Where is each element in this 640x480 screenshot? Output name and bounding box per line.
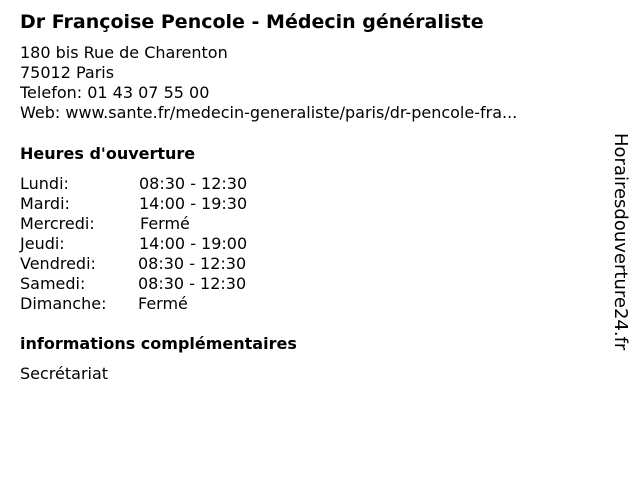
hours-value: Fermé bbox=[140, 214, 190, 233]
additional-info-heading: informations complémentaires bbox=[20, 334, 297, 353]
page-title: Dr Françoise Pencole - Médecin généraliste bbox=[20, 11, 484, 33]
day-label: Dimanche: bbox=[20, 294, 107, 313]
hours-row-monday bbox=[20, 174, 320, 194]
watermark-text: Horairesdouverture24.fr bbox=[610, 133, 631, 351]
hours-row-wednesday bbox=[20, 214, 320, 234]
additional-info-text: Secrétariat bbox=[20, 364, 109, 383]
day-label: Samedi: bbox=[20, 274, 86, 293]
hours-value: Fermé bbox=[138, 294, 188, 313]
hours-row-saturday bbox=[20, 274, 320, 294]
watermark bbox=[600, 133, 640, 373]
hours-value: 14:00 - 19:00 bbox=[139, 234, 248, 253]
hours-row-friday bbox=[20, 254, 320, 274]
day-label: Lundi: bbox=[20, 174, 69, 193]
hours-row-tuesday bbox=[20, 194, 320, 214]
hours-value: 08:30 - 12:30 bbox=[139, 174, 248, 193]
day-label: Mercredi: bbox=[20, 214, 95, 233]
opening-hours-table bbox=[20, 174, 320, 314]
day-label: Jeudi: bbox=[20, 234, 65, 253]
hours-row-sunday bbox=[20, 294, 320, 314]
day-label: Vendredi: bbox=[20, 254, 96, 273]
hours-value: 14:00 - 19:30 bbox=[139, 194, 248, 213]
hours-value: 08:30 - 12:30 bbox=[138, 274, 247, 293]
address-block bbox=[20, 43, 517, 123]
opening-hours-heading: Heures d'ouverture bbox=[20, 144, 196, 163]
day-label: Mardi: bbox=[20, 194, 70, 213]
street-address: 180 bis Rue de Charenton bbox=[20, 43, 228, 62]
website-link[interactable]: Web: www.sante.fr/medecin-generaliste/paris/dr-pencole-fra... bbox=[20, 103, 518, 122]
hours-row-thursday bbox=[20, 234, 320, 254]
hours-value: 08:30 - 12:30 bbox=[138, 254, 247, 273]
city: 75012 Paris bbox=[20, 63, 115, 82]
phone-number: Telefon: 01 43 07 55 00 bbox=[20, 83, 210, 102]
